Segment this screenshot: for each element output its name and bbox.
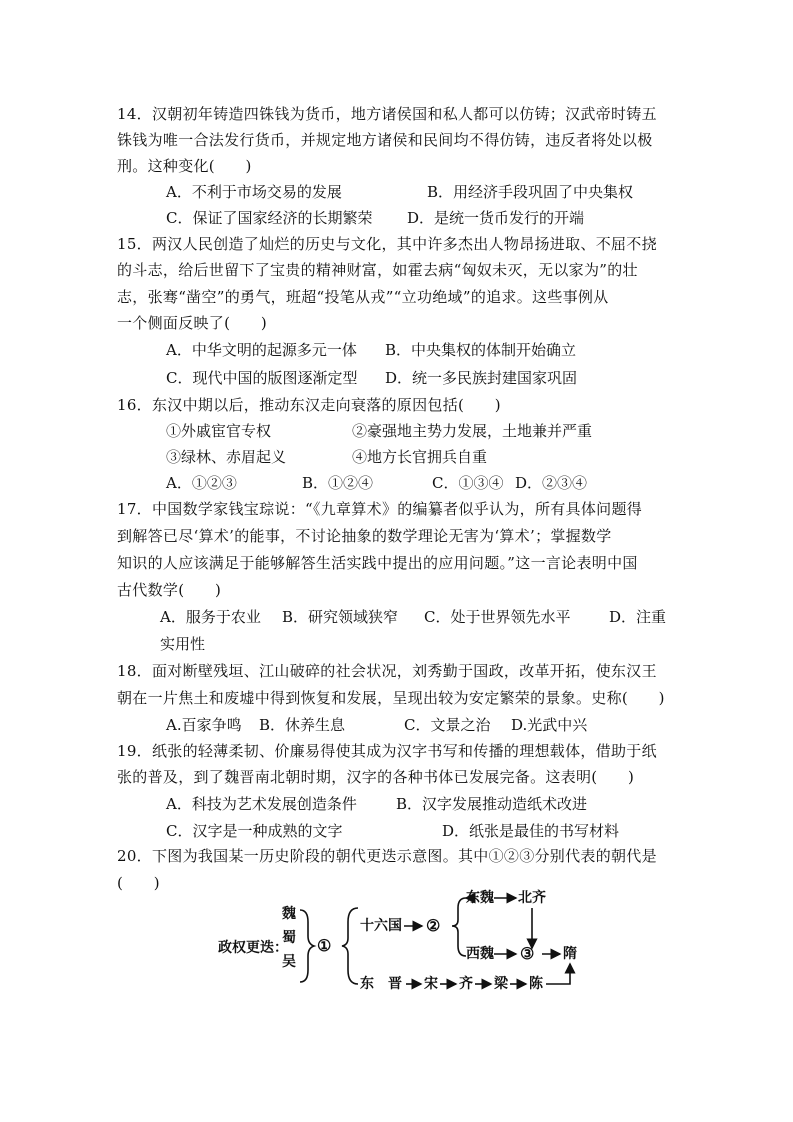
q14-line-1: 14．汉朝初年铸造四铢钱为货币，地方诸侯国和私人都可以仿铸；汉武帝时铸五 xyxy=(117,105,657,123)
q18-line-1: 18．面对断壁残垣、江山破碎的社会状况，刘秀勤于国政，改革开拓，使东汉王 xyxy=(117,662,657,680)
q18-line-2: 朝在一片焦土和废墟中得到恢复和发展，呈现出较为安定繁荣的景象。史称( ) xyxy=(117,689,665,707)
song: 宋 xyxy=(424,976,438,992)
q17-option-c[interactable]: C．处于世界领先水平 xyxy=(424,608,571,626)
q15-line-3: 志，张骞“凿空”的勇气，班超“投笔从戎”“立功绝域”的追求。这些事例从 xyxy=(117,288,609,306)
q14-option-b[interactable]: B．用经济手段巩固了中央集权 xyxy=(427,183,634,201)
q14-option-a[interactable]: A．不利于市场交易的发展 xyxy=(166,183,342,201)
q15-option-d[interactable]: D．统一多民族封建国家巩固 xyxy=(385,369,578,387)
q15-option-a[interactable]: A．中华文明的起源多元一体 xyxy=(166,341,357,359)
q16-line-1: 16．东汉中期以后，推动东汉走向衰落的原因包括( ) xyxy=(117,396,501,414)
q17-line-1: 17．中国数学家钱宝琮说：“《九章算术》的编纂者似乎认为，所有具体问题得 xyxy=(117,500,643,518)
liang: 梁 xyxy=(494,976,508,992)
q19-line-1: 19．纸张的轻薄柔韧、价廉易得使其成为汉字书写和传播的理想载体，借助于纸 xyxy=(117,742,657,760)
q19-option-b[interactable]: B．汉字发展推动造纸术改进 xyxy=(396,795,588,813)
q14-option-c[interactable]: C．保证了国家经济的长期繁荣 xyxy=(166,209,373,227)
q15-option-c[interactable]: C．现代中国的版图逐渐定型 xyxy=(166,369,358,387)
chen: 陈 xyxy=(529,976,543,992)
states-brace xyxy=(300,910,314,982)
q18-option-d[interactable]: D.光武中兴 xyxy=(511,716,588,734)
diagram-label: 政权更迭： xyxy=(218,940,288,956)
branch-brace xyxy=(342,908,358,984)
sixteen-kingdoms: 十六国 xyxy=(360,918,402,934)
split-brace xyxy=(452,898,466,956)
q17-option-d[interactable]: D．注重 xyxy=(609,608,667,626)
q14-line-3: 刑。这种变化( ) xyxy=(117,157,252,175)
q17-option-d-cont: 实用性 xyxy=(160,635,206,653)
q17-line-4: 古代数学( ) xyxy=(117,581,222,599)
q16-option-b[interactable]: B．①②④ xyxy=(302,474,374,492)
marker-3: ③ xyxy=(520,944,535,963)
q20-line-1: 20．下图为我国某一历史阶段的朝代更迭示意图。其中①②③分别代表的朝代是 xyxy=(117,847,657,865)
sui: 隋 xyxy=(563,946,577,962)
q16-item-4: ④地方长官拥兵自重 xyxy=(352,448,488,466)
dynasty-diagram xyxy=(218,888,588,998)
state-wei: 魏 xyxy=(282,906,296,922)
q16-option-c[interactable]: C．①③④ xyxy=(432,474,504,492)
east-wei: 东魏 xyxy=(466,890,494,906)
q16-item-1: ①外戚宦官专权 xyxy=(166,422,272,440)
state-wu: 吴 xyxy=(282,954,296,970)
q18-option-b[interactable]: B．休养生息 xyxy=(259,716,346,734)
q17-line-3: 知识的人应该满足于能够解答生活实践中提出的应用问题。”这一言论表明中国 xyxy=(117,554,638,572)
north-qi: 北齐 xyxy=(518,890,546,906)
q14-option-d[interactable]: D．是统一货币发行的开端 xyxy=(407,209,585,227)
q17-option-b[interactable]: B．研究领域狭窄 xyxy=(282,608,399,626)
q16-item-2: ②豪强地主势力发展，土地兼并严重 xyxy=(352,422,593,440)
q15-line-4: 一个侧面反映了( ) xyxy=(117,314,268,332)
q17-line-2: 到解答已尽‘算术’的能事，不讨论抽象的数学理论无害为‘算术’；掌握数学 xyxy=(117,527,612,545)
qi: 齐 xyxy=(459,976,473,992)
q15-line-2: 的斗志，给后世留下了宝贵的精神财富，如霍去病“匈奴未灭，无以家为”的壮 xyxy=(117,261,638,279)
west-wei: 西魏 xyxy=(466,946,494,962)
q16-option-a[interactable]: A．①②③ xyxy=(166,474,237,492)
q19-line-2: 张的普及，到了魏晋南北朝时期，汉字的各种书体已发展完备。这表明( ) xyxy=(117,768,635,786)
q18-option-a[interactable]: A.百家争鸣 xyxy=(166,716,242,734)
marker-1: ① xyxy=(317,936,332,955)
q17-option-a[interactable]: A．服务于农业 xyxy=(160,608,261,626)
q15-line-1: 15．两汉人民创造了灿烂的历史与文化，其中许多杰出人物昂扬进取、不屈不挠 xyxy=(117,235,657,253)
q19-option-c[interactable]: C．汉字是一种成熟的文字 xyxy=(166,822,343,840)
marker-2: ② xyxy=(426,916,441,935)
eastern-jin: 东 晋 xyxy=(360,976,402,992)
q16-item-3: ③绿林、赤眉起义 xyxy=(166,448,287,466)
q15-option-b[interactable]: B．中央集权的体制开始确立 xyxy=(385,341,577,359)
q20-line-2: ( ) xyxy=(117,874,160,892)
q16-option-d[interactable]: D．②③④ xyxy=(515,474,588,492)
state-shu: 蜀 xyxy=(282,930,296,946)
q19-option-a[interactable]: A．科技为艺术发展创造条件 xyxy=(166,795,357,813)
arrow-chen-to-sui xyxy=(546,964,570,984)
q14-line-2: 铢钱为唯一合法发行货币，并规定地方诸侯和民间均不得仿铸，违反者将处以极 xyxy=(117,131,653,149)
q18-option-c[interactable]: C．文景之治 xyxy=(404,716,491,734)
q19-option-d[interactable]: D．纸张是最佳的书写材料 xyxy=(442,822,620,840)
